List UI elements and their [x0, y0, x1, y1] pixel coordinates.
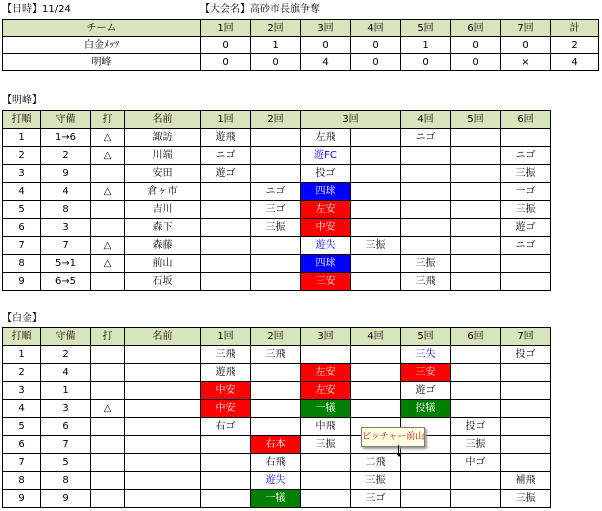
- batter-row: [3, 346, 551, 364]
- at-bat-result: 三飛: [251, 346, 301, 364]
- at-bat-result: 三振: [301, 436, 351, 454]
- header-cell: 5回: [451, 111, 501, 129]
- at-bat-result: [351, 219, 401, 237]
- position: 5→1: [41, 255, 91, 273]
- position: 9: [41, 490, 91, 508]
- position: 3: [41, 400, 91, 418]
- at-bat-result: 四球: [301, 183, 351, 201]
- at-bat-result: 投ゴ: [501, 346, 551, 364]
- total-score: 4: [551, 54, 599, 71]
- at-bat-result: [451, 147, 501, 165]
- total-score: 2: [551, 37, 599, 54]
- at-bat-result: [451, 472, 501, 490]
- at-bat-result: [351, 346, 401, 364]
- header-cell: 名前: [125, 111, 201, 129]
- header-cell: 計: [551, 20, 599, 37]
- at-bat-result: ニゴ: [251, 183, 301, 201]
- at-bat-result: [251, 147, 301, 165]
- at-bat-result: [451, 237, 501, 255]
- at-bat-result: [501, 382, 551, 400]
- batter-row: [3, 418, 551, 436]
- at-bat-result: [451, 346, 501, 364]
- player-name: 諏訪: [125, 129, 201, 147]
- at-bat-result: 遊失: [251, 472, 301, 490]
- at-bat-result: 三振: [501, 201, 551, 219]
- inning-score: 0: [451, 37, 501, 54]
- at-bat-result: [201, 201, 251, 219]
- player-name: [125, 364, 201, 382]
- at-bat-result: 三振: [451, 436, 501, 454]
- at-bat-result: 遊飛: [201, 129, 251, 147]
- bat-hand: [91, 346, 125, 364]
- at-bat-result: 三振: [501, 165, 551, 183]
- player-name: [125, 490, 201, 508]
- at-bat-result: [351, 273, 401, 291]
- date-label: 【日時】11/24: [2, 4, 71, 15]
- player-name: 川端: [125, 147, 201, 165]
- player-name: [125, 400, 201, 418]
- player-name: 安田: [125, 165, 201, 183]
- bat-hand: [91, 490, 125, 508]
- at-bat-result: 右本: [251, 436, 301, 454]
- inning-score: 0: [351, 37, 401, 54]
- inning-score: 4: [301, 54, 351, 71]
- at-bat-result: 中安: [201, 382, 251, 400]
- position: 4: [41, 364, 91, 382]
- at-bat-result: [201, 219, 251, 237]
- batter-row: [3, 472, 551, 490]
- position: 6→5: [41, 273, 91, 291]
- at-bat-result: 遊飛: [201, 364, 251, 382]
- at-bat-result: [201, 273, 251, 291]
- header-cell: 6回: [501, 111, 551, 129]
- batter-row: [3, 129, 551, 147]
- at-bat-result: 左飛: [301, 129, 351, 147]
- batting-order: 8: [3, 472, 41, 490]
- bat-hand: [91, 418, 125, 436]
- at-bat-result: 遊FC: [301, 147, 351, 165]
- at-bat-result: [451, 400, 501, 418]
- at-bat-result: [351, 382, 401, 400]
- batting-order: 9: [3, 273, 41, 291]
- batting-order: 5: [3, 201, 41, 219]
- at-bat-result: [351, 201, 401, 219]
- player-name: [125, 382, 201, 400]
- at-bat-result: 遊ゴ: [201, 165, 251, 183]
- at-bat-result: ニゴ: [201, 147, 251, 165]
- position: 5: [41, 454, 91, 472]
- at-bat-result: [451, 183, 501, 201]
- comment-pointer-arrow-icon: [396, 453, 402, 457]
- at-bat-result: 四球: [301, 255, 351, 273]
- batter-row: [3, 201, 551, 219]
- at-bat-result: [501, 273, 551, 291]
- at-bat-result: [401, 183, 451, 201]
- position: 3: [41, 219, 91, 237]
- player-name: 森下: [125, 219, 201, 237]
- at-bat-result: 投ゴ: [451, 418, 501, 436]
- player-name: [125, 472, 201, 490]
- at-bat-result: [251, 364, 301, 382]
- at-bat-result: 遊ゴ: [501, 219, 551, 237]
- position: 2: [41, 147, 91, 165]
- header-cell: 1回: [201, 111, 251, 129]
- at-bat-result: [451, 255, 501, 273]
- header-cell: 4回: [401, 111, 451, 129]
- at-bat-result: 左安: [301, 201, 351, 219]
- batter-row: [3, 400, 551, 418]
- header-cell: 2回: [251, 111, 301, 129]
- header-cell: 7回: [501, 20, 551, 37]
- header-cell: 3回: [301, 111, 401, 129]
- bat-hand: △: [91, 400, 125, 418]
- position: 1: [41, 382, 91, 400]
- at-bat-result: [201, 454, 251, 472]
- header-cell: 名前: [125, 328, 201, 346]
- at-bat-result: 三安: [401, 364, 451, 382]
- player-name: [125, 418, 201, 436]
- batter-row: [3, 147, 551, 165]
- at-bat-result: [351, 165, 401, 183]
- at-bat-result: [301, 454, 351, 472]
- at-bat-result: [401, 219, 451, 237]
- team-name: 明峰: [3, 54, 201, 71]
- at-bat-result: [401, 147, 451, 165]
- at-bat-result: [351, 364, 401, 382]
- at-bat-result: ニゴ: [501, 147, 551, 165]
- batter-row: [3, 255, 551, 273]
- batter-row: [3, 490, 551, 508]
- player-name: 前山: [125, 255, 201, 273]
- batter-row: [3, 382, 551, 400]
- position: 8: [41, 472, 91, 490]
- position: 7: [41, 436, 91, 454]
- player-name: [125, 346, 201, 364]
- at-bat-result: [451, 382, 501, 400]
- batter-row: [3, 364, 551, 382]
- at-bat-result: [451, 165, 501, 183]
- bat-hand: △: [91, 183, 125, 201]
- batting-order: 5: [3, 418, 41, 436]
- player-name: 石坂: [125, 273, 201, 291]
- position: 1→6: [41, 129, 91, 147]
- at-bat-result: [401, 472, 451, 490]
- at-bat-result: [501, 400, 551, 418]
- batting-order: 1: [3, 129, 41, 147]
- at-bat-result: [451, 273, 501, 291]
- at-bat-result: 中飛: [301, 418, 351, 436]
- at-bat-result: 二飛: [351, 454, 401, 472]
- score-row: [3, 37, 599, 54]
- at-bat-result: [451, 490, 501, 508]
- at-bat-result: 三振: [401, 255, 451, 273]
- header-cell: 6回: [451, 328, 501, 346]
- at-bat-result: 三振: [251, 219, 301, 237]
- position: 7: [41, 237, 91, 255]
- inning-score: 0: [401, 54, 451, 71]
- at-bat-result: [351, 147, 401, 165]
- at-bat-result: [251, 129, 301, 147]
- at-bat-result: 右飛: [251, 454, 301, 472]
- at-bat-result: [451, 129, 501, 147]
- at-bat-result: 一犠: [301, 400, 351, 418]
- at-bat-result: [351, 183, 401, 201]
- batting-order: 7: [3, 454, 41, 472]
- at-bat-result: 左安: [301, 382, 351, 400]
- at-bat-result: 三飛: [201, 346, 251, 364]
- at-bat-result: 三飛: [401, 273, 451, 291]
- header-cell: 4回: [351, 328, 401, 346]
- at-bat-result: 遊ゴ: [401, 382, 451, 400]
- position: 2: [41, 346, 91, 364]
- at-bat-result: 投犠: [401, 400, 451, 418]
- at-bat-result: 三安: [301, 273, 351, 291]
- at-bat-result: [401, 454, 451, 472]
- player-name: 森藤: [125, 237, 201, 255]
- player-name: 吉川: [125, 201, 201, 219]
- player-name: 倉ヶ市: [125, 183, 201, 201]
- at-bat-result: [251, 255, 301, 273]
- shirokane-title: 【白金】: [2, 313, 42, 324]
- at-bat-result: [351, 400, 401, 418]
- bat-hand: △: [91, 255, 125, 273]
- header-cell: 1回: [201, 20, 251, 37]
- at-bat-result: ニゴ: [401, 129, 451, 147]
- at-bat-result: [501, 255, 551, 273]
- inning-score: 0: [451, 54, 501, 71]
- at-bat-result: [201, 472, 251, 490]
- at-bat-result: [251, 382, 301, 400]
- at-bat-result: [251, 237, 301, 255]
- bat-hand: [91, 273, 125, 291]
- meiho-header-row: [3, 111, 551, 129]
- meiho-title: 【明峰】: [2, 95, 42, 106]
- inning-score: 0: [351, 54, 401, 71]
- at-bat-result: [501, 454, 551, 472]
- header-cell: 7回: [501, 328, 551, 346]
- batting-order: 8: [3, 255, 41, 273]
- batting-order: 3: [3, 382, 41, 400]
- at-bat-result: 一ゴ: [501, 183, 551, 201]
- at-bat-result: [201, 436, 251, 454]
- inning-score: 1: [251, 37, 301, 54]
- at-bat-result: [201, 490, 251, 508]
- at-bat-result: 三失: [401, 346, 451, 364]
- bat-hand: [91, 219, 125, 237]
- at-bat-result: [201, 237, 251, 255]
- score-row: [3, 54, 599, 71]
- at-bat-result: [251, 400, 301, 418]
- batter-row: [3, 219, 551, 237]
- at-bat-result: [251, 165, 301, 183]
- batting-order: 4: [3, 400, 41, 418]
- header-cell: 打: [91, 328, 125, 346]
- header-cell: 5回: [401, 328, 451, 346]
- header-cell: 1回: [201, 328, 251, 346]
- inning-score: 1: [401, 37, 451, 54]
- shirokane-table: [2, 327, 551, 508]
- at-bat-result: 中ゴ: [451, 454, 501, 472]
- at-bat-result: ニゴ: [501, 237, 551, 255]
- tournament-label: 【大会名】高砂市長旗争奪: [200, 4, 320, 15]
- player-name: [125, 454, 201, 472]
- inning-score: 0: [501, 37, 551, 54]
- header-cell: 5回: [401, 20, 451, 37]
- batter-row: [3, 237, 551, 255]
- bat-hand: [91, 382, 125, 400]
- batting-order: 6: [3, 219, 41, 237]
- inning-score: 0: [251, 54, 301, 71]
- inning-score: 0: [301, 37, 351, 54]
- bat-hand: [91, 454, 125, 472]
- batting-order: 2: [3, 364, 41, 382]
- at-bat-result: 右ゴ: [201, 418, 251, 436]
- at-bat-result: [451, 201, 501, 219]
- position: 4: [41, 183, 91, 201]
- at-bat-result: 三振: [501, 490, 551, 508]
- at-bat-result: [351, 129, 401, 147]
- at-bat-result: [501, 129, 551, 147]
- bat-hand: △: [91, 237, 125, 255]
- batting-order: 3: [3, 165, 41, 183]
- bat-hand: [91, 165, 125, 183]
- at-bat-result: [401, 490, 451, 508]
- score-table: [2, 19, 599, 71]
- at-bat-result: [301, 346, 351, 364]
- at-bat-result: [401, 237, 451, 255]
- at-bat-result: [401, 201, 451, 219]
- batting-order: 7: [3, 237, 41, 255]
- cell-comment[interactable]: ピッチャー前山: [361, 427, 425, 447]
- at-bat-result: [451, 219, 501, 237]
- bat-hand: [91, 201, 125, 219]
- at-bat-result: 遊失: [301, 237, 351, 255]
- at-bat-result: 三ゴ: [351, 490, 401, 508]
- header-cell: 打: [91, 111, 125, 129]
- batting-order: 9: [3, 490, 41, 508]
- at-bat-result: 一犠: [251, 490, 301, 508]
- at-bat-result: [501, 418, 551, 436]
- at-bat-result: [201, 255, 251, 273]
- player-name: [125, 436, 201, 454]
- at-bat-result: [251, 418, 301, 436]
- bat-hand: [91, 472, 125, 490]
- score-header-row: [3, 20, 599, 37]
- batting-order: 1: [3, 346, 41, 364]
- batter-row: [3, 183, 551, 201]
- header-cell: 打順: [3, 111, 41, 129]
- bat-hand: [91, 436, 125, 454]
- header-cell: 3回: [301, 20, 351, 37]
- batter-row: [3, 454, 551, 472]
- inning-score: 0: [201, 37, 251, 54]
- header-cell: 4回: [351, 20, 401, 37]
- position: 9: [41, 165, 91, 183]
- batting-order: 4: [3, 183, 41, 201]
- header-cell: 2回: [251, 20, 301, 37]
- at-bat-result: [351, 255, 401, 273]
- at-bat-result: [251, 273, 301, 291]
- at-bat-result: 補飛: [501, 472, 551, 490]
- at-bat-result: [201, 183, 251, 201]
- batter-row: [3, 165, 551, 183]
- header-cell: 守備: [41, 328, 91, 346]
- header-cell: 3回: [301, 328, 351, 346]
- at-bat-result: 三振: [351, 237, 401, 255]
- bat-hand: [91, 364, 125, 382]
- header-cell: チーム: [3, 20, 201, 37]
- at-bat-result: [401, 165, 451, 183]
- at-bat-result: 中安: [301, 219, 351, 237]
- batting-order: 2: [3, 147, 41, 165]
- at-bat-result: [301, 472, 351, 490]
- bat-hand: △: [91, 147, 125, 165]
- meiho-table: [2, 110, 551, 291]
- header-cell: 守備: [41, 111, 91, 129]
- header-cell: 2回: [251, 328, 301, 346]
- inning-score: 0: [201, 54, 251, 71]
- header-cell: 6回: [451, 20, 501, 37]
- bat-hand: △: [91, 129, 125, 147]
- at-bat-result: [501, 436, 551, 454]
- at-bat-result: 中安: [201, 400, 251, 418]
- at-bat-result: 投ゴ: [301, 165, 351, 183]
- batter-row: [3, 273, 551, 291]
- at-bat-result: 三ゴ: [251, 201, 301, 219]
- header-cell: 打順: [3, 328, 41, 346]
- shirokane-header-row: [3, 328, 551, 346]
- position: 8: [41, 201, 91, 219]
- at-bat-result: [301, 490, 351, 508]
- position: 6: [41, 418, 91, 436]
- batter-row: [3, 436, 551, 454]
- at-bat-result: [501, 364, 551, 382]
- at-bat-result: [451, 364, 501, 382]
- team-name: 白金ﾒｯﾂ: [3, 37, 201, 54]
- at-bat-result: 三振: [351, 472, 401, 490]
- at-bat-result: 左安: [301, 364, 351, 382]
- batting-order: 6: [3, 436, 41, 454]
- inning-score: ×: [501, 54, 551, 71]
